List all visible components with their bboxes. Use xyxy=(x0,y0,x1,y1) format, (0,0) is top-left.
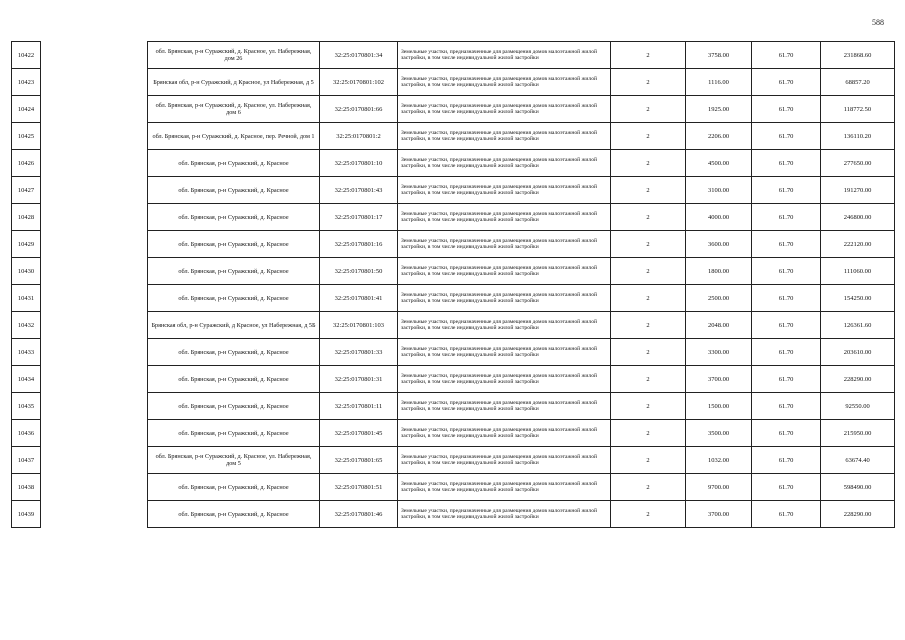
table-row xyxy=(12,96,895,123)
rate-cell: 61.70 xyxy=(752,366,821,393)
table-row xyxy=(12,150,895,177)
cadastral-value-cell: 118772.50 xyxy=(821,96,895,123)
empty-gap-cell xyxy=(41,123,148,150)
land-use-cell: Земельные участки, предназначенные для размещения домов малоэтажной жилой застройки, в том числе индивидуальной жилой застройки xyxy=(398,501,611,528)
address-cell: обл. Брянская, р-н Суражский, д. Красное xyxy=(148,150,320,177)
cadastral-number-cell: 32:25:0170801:33 xyxy=(320,339,398,366)
address-cell: обл. Брянская, р-н Суражский, д. Красное xyxy=(148,474,320,501)
rate-cell: 61.70 xyxy=(752,420,821,447)
address-cell: обл. Брянская, р-н Суражский, д. Красное xyxy=(148,420,320,447)
table-row xyxy=(12,258,895,285)
row-id-cell: 10435 xyxy=(12,393,41,420)
empty-gap-cell xyxy=(41,312,148,339)
cadastral-value-cell: 92550.00 xyxy=(821,393,895,420)
address-cell: обл. Брянская, р-н Суражский, д. Красное, ул. Набережная, дом 5 xyxy=(148,447,320,474)
area-cell: 3700.00 xyxy=(686,366,752,393)
cadastral-number-cell: 32:25:0170801:31 xyxy=(320,366,398,393)
empty-gap-cell xyxy=(41,204,148,231)
address-cell: Брянская обл, р-н Суражский, д Красное, ул Набережная, д 5 xyxy=(148,69,320,96)
area-cell: 2048.00 xyxy=(686,312,752,339)
category-cell: 2 xyxy=(611,285,686,312)
cadastral-value-cell: 228290.00 xyxy=(821,501,895,528)
land-use-cell: Земельные участки, предназначенные для размещения домов малоэтажной жилой застройки, в том числе индивидуальной жилой застройки xyxy=(398,96,611,123)
cadastral-number-cell: 32:25:0170801:65 xyxy=(320,447,398,474)
cadastral-number-cell: 32:25:0170801:11 xyxy=(320,393,398,420)
empty-gap-cell xyxy=(41,177,148,204)
rate-cell: 61.70 xyxy=(752,447,821,474)
empty-gap-cell xyxy=(41,285,148,312)
land-use-cell: Земельные участки, предназначенные для размещения домов малоэтажной жилой застройки, в том числе индивидуальной жилой застройки xyxy=(398,474,611,501)
cadastral-value-cell: 191270.00 xyxy=(821,177,895,204)
table-row xyxy=(12,312,895,339)
rate-cell: 61.70 xyxy=(752,69,821,96)
land-use-cell: Земельные участки, предназначенные для размещения домов малоэтажной жилой застройки, в том числе индивидуальной жилой застройки xyxy=(398,42,611,69)
empty-gap-cell xyxy=(41,393,148,420)
rate-cell: 61.70 xyxy=(752,96,821,123)
cadastral-number-cell: 32:25:0170801:51 xyxy=(320,474,398,501)
address-cell: обл. Брянская, р-н Суражский, д. Красное xyxy=(148,393,320,420)
empty-gap-cell xyxy=(41,96,148,123)
table-row xyxy=(12,123,895,150)
table-row xyxy=(12,285,895,312)
row-id-cell: 10424 xyxy=(12,96,41,123)
cadastral-value-cell: 63674.40 xyxy=(821,447,895,474)
rate-cell: 61.70 xyxy=(752,123,821,150)
category-cell: 2 xyxy=(611,231,686,258)
cadastral-value-cell: 246800.00 xyxy=(821,204,895,231)
cadastral-value-cell: 136110.20 xyxy=(821,123,895,150)
rate-cell: 61.70 xyxy=(752,312,821,339)
cadastral-number-cell: 32:25:0170801:102 xyxy=(320,69,398,96)
area-cell: 1500.00 xyxy=(686,393,752,420)
land-use-cell: Земельные участки, предназначенные для размещения домов малоэтажной жилой застройки, в том числе индивидуальной жилой застройки xyxy=(398,312,611,339)
empty-gap-cell xyxy=(41,447,148,474)
row-id-cell: 10422 xyxy=(12,42,41,69)
category-cell: 2 xyxy=(611,393,686,420)
empty-gap-cell xyxy=(41,366,148,393)
row-id-cell: 10439 xyxy=(12,501,41,528)
cadastral-value-cell: 222120.00 xyxy=(821,231,895,258)
area-cell: 4000.00 xyxy=(686,204,752,231)
table-row xyxy=(12,204,895,231)
empty-gap-cell xyxy=(41,420,148,447)
table-row xyxy=(12,231,895,258)
rate-cell: 61.70 xyxy=(752,393,821,420)
cadastral-value-cell: 154250.00 xyxy=(821,285,895,312)
area-cell: 1925.00 xyxy=(686,96,752,123)
row-id-cell: 10429 xyxy=(12,231,41,258)
area-cell: 3500.00 xyxy=(686,420,752,447)
cadastral-number-cell: 32:25:0170801:50 xyxy=(320,258,398,285)
cadastral-value-cell: 68857.20 xyxy=(821,69,895,96)
land-use-cell: Земельные участки, предназначенные для размещения домов малоэтажной жилой застройки, в том числе индивидуальной жилой застройки xyxy=(398,177,611,204)
area-cell: 3700.00 xyxy=(686,501,752,528)
empty-gap-cell xyxy=(41,474,148,501)
cadastral-value-cell: 203610.00 xyxy=(821,339,895,366)
address-cell: Брянская обл, р-н Суражский, д Красное, ул Набережная, д 5Б xyxy=(148,312,320,339)
cadastral-number-cell: 32:25:0170801:46 xyxy=(320,501,398,528)
empty-gap-cell xyxy=(41,501,148,528)
area-cell: 4500.00 xyxy=(686,150,752,177)
cadastral-value-cell: 231868.60 xyxy=(821,42,895,69)
category-cell: 2 xyxy=(611,366,686,393)
row-id-cell: 10438 xyxy=(12,474,41,501)
land-use-cell: Земельные участки, предназначенные для размещения домов малоэтажной жилой застройки, в том числе индивидуальной жилой застройки xyxy=(398,393,611,420)
cadastral-number-cell: 32:25:0170801:34 xyxy=(320,42,398,69)
cadastral-number-cell: 32:25:0170801:2 xyxy=(320,123,398,150)
category-cell: 2 xyxy=(611,447,686,474)
category-cell: 2 xyxy=(611,150,686,177)
table-row xyxy=(12,420,895,447)
empty-gap-cell xyxy=(41,150,148,177)
area-cell: 3100.00 xyxy=(686,177,752,204)
cadastral-value-table xyxy=(11,41,895,528)
cadastral-value-cell: 277650.00 xyxy=(821,150,895,177)
row-id-cell: 10434 xyxy=(12,366,41,393)
table-row xyxy=(12,339,895,366)
row-id-cell: 10432 xyxy=(12,312,41,339)
category-cell: 2 xyxy=(611,96,686,123)
row-id-cell: 10433 xyxy=(12,339,41,366)
category-cell: 2 xyxy=(611,177,686,204)
address-cell: обл. Брянская, р-н Суражский, д. Красное, пер. Речной, дом 1 xyxy=(148,123,320,150)
address-cell: обл. Брянская, р-н Суражский, д. Красное xyxy=(148,285,320,312)
cadastral-number-cell: 32:25:0170801:45 xyxy=(320,420,398,447)
empty-gap-cell xyxy=(41,42,148,69)
area-cell: 1800.00 xyxy=(686,258,752,285)
category-cell: 2 xyxy=(611,339,686,366)
address-cell: обл. Брянская, р-н Суражский, д. Красное xyxy=(148,501,320,528)
address-cell: обл. Брянская, р-н Суражский, д. Красное, ул. Набережная, дом 26 xyxy=(148,42,320,69)
land-use-cell: Земельные участки, предназначенные для размещения домов малоэтажной жилой застройки, в том числе индивидуальной жилой застройки xyxy=(398,69,611,96)
land-use-cell: Земельные участки, предназначенные для размещения домов малоэтажной жилой застройки, в том числе индивидуальной жилой застройки xyxy=(398,366,611,393)
table-row xyxy=(12,366,895,393)
table-row xyxy=(12,42,895,69)
address-cell: обл. Брянская, р-н Суражский, д. Красное xyxy=(148,231,320,258)
address-cell: обл. Брянская, р-н Суражский, д. Красное xyxy=(148,177,320,204)
category-cell: 2 xyxy=(611,258,686,285)
land-use-cell: Земельные участки, предназначенные для размещения домов малоэтажной жилой застройки, в том числе индивидуальной жилой застройки xyxy=(398,123,611,150)
cadastral-value-cell: 228290.00 xyxy=(821,366,895,393)
row-id-cell: 10437 xyxy=(12,447,41,474)
table-row xyxy=(12,447,895,474)
area-cell: 1032.00 xyxy=(686,447,752,474)
land-use-cell: Земельные участки, предназначенные для размещения домов малоэтажной жилой застройки, в том числе индивидуальной жилой застройки xyxy=(398,258,611,285)
rate-cell: 61.70 xyxy=(752,204,821,231)
land-use-cell: Земельные участки, предназначенные для размещения домов малоэтажной жилой застройки, в том числе индивидуальной жилой застройки xyxy=(398,285,611,312)
area-cell: 2500.00 xyxy=(686,285,752,312)
rate-cell: 61.70 xyxy=(752,339,821,366)
page-number: 588 xyxy=(872,18,884,27)
rate-cell: 61.70 xyxy=(752,501,821,528)
rate-cell: 61.70 xyxy=(752,231,821,258)
cadastral-number-cell: 32:25:0170801:17 xyxy=(320,204,398,231)
category-cell: 2 xyxy=(611,420,686,447)
category-cell: 2 xyxy=(611,501,686,528)
area-cell: 1116.00 xyxy=(686,69,752,96)
cadastral-value-cell: 126361.60 xyxy=(821,312,895,339)
row-id-cell: 10425 xyxy=(12,123,41,150)
address-cell: обл. Брянская, р-н Суражский, д. Красное xyxy=(148,204,320,231)
empty-gap-cell xyxy=(41,258,148,285)
empty-gap-cell xyxy=(41,69,148,96)
rate-cell: 61.70 xyxy=(752,258,821,285)
row-id-cell: 10427 xyxy=(12,177,41,204)
area-cell: 3300.00 xyxy=(686,339,752,366)
land-use-cell: Земельные участки, предназначенные для размещения домов малоэтажной жилой застройки, в том числе индивидуальной жилой застройки xyxy=(398,420,611,447)
row-id-cell: 10431 xyxy=(12,285,41,312)
cadastral-number-cell: 32:25:0170801:41 xyxy=(320,285,398,312)
table-row xyxy=(12,69,895,96)
table-row xyxy=(12,501,895,528)
category-cell: 2 xyxy=(611,312,686,339)
row-id-cell: 10423 xyxy=(12,69,41,96)
category-cell: 2 xyxy=(611,69,686,96)
land-use-cell: Земельные участки, предназначенные для размещения домов малоэтажной жилой застройки, в том числе индивидуальной жилой застройки xyxy=(398,204,611,231)
area-cell: 3600.00 xyxy=(686,231,752,258)
address-cell: обл. Брянская, р-н Суражский, д. Красное, ул. Набережная, дом 6 xyxy=(148,96,320,123)
land-use-cell: Земельные участки, предназначенные для размещения домов малоэтажной жилой застройки, в том числе индивидуальной жилой застройки xyxy=(398,150,611,177)
category-cell: 2 xyxy=(611,204,686,231)
cadastral-number-cell: 32:25:0170801:66 xyxy=(320,96,398,123)
cadastral-number-cell: 32:25:0170801:10 xyxy=(320,150,398,177)
land-use-cell: Земельные участки, предназначенные для размещения домов малоэтажной жилой застройки, в том числе индивидуальной жилой застройки xyxy=(398,447,611,474)
row-id-cell: 10426 xyxy=(12,150,41,177)
row-id-cell: 10430 xyxy=(12,258,41,285)
rate-cell: 61.70 xyxy=(752,285,821,312)
cadastral-number-cell: 32:25:0170801:43 xyxy=(320,177,398,204)
address-cell: обл. Брянская, р-н Суражский, д. Красное xyxy=(148,366,320,393)
rate-cell: 61.70 xyxy=(752,474,821,501)
land-use-cell: Земельные участки, предназначенные для размещения домов малоэтажной жилой застройки, в том числе индивидуальной жилой застройки xyxy=(398,231,611,258)
area-cell: 2206.00 xyxy=(686,123,752,150)
cadastral-number-cell: 32:25:0170801:103 xyxy=(320,312,398,339)
empty-gap-cell xyxy=(41,339,148,366)
category-cell: 2 xyxy=(611,474,686,501)
rate-cell: 61.70 xyxy=(752,150,821,177)
cadastral-value-cell: 598490.00 xyxy=(821,474,895,501)
category-cell: 2 xyxy=(611,123,686,150)
table-body xyxy=(12,42,895,528)
table-row xyxy=(12,393,895,420)
address-cell: обл. Брянская, р-н Суражский, д. Красное xyxy=(148,339,320,366)
row-id-cell: 10436 xyxy=(12,420,41,447)
table-row xyxy=(12,474,895,501)
area-cell: 9700.00 xyxy=(686,474,752,501)
rate-cell: 61.70 xyxy=(752,42,821,69)
table-row xyxy=(12,177,895,204)
category-cell: 2 xyxy=(611,42,686,69)
cadastral-value-cell: 215950.00 xyxy=(821,420,895,447)
address-cell: обл. Брянская, р-н Суражский, д. Красное xyxy=(148,258,320,285)
cadastral-value-cell: 111060.00 xyxy=(821,258,895,285)
area-cell: 3758.00 xyxy=(686,42,752,69)
row-id-cell: 10428 xyxy=(12,204,41,231)
rate-cell: 61.70 xyxy=(752,177,821,204)
land-use-cell: Земельные участки, предназначенные для размещения домов малоэтажной жилой застройки, в том числе индивидуальной жилой застройки xyxy=(398,339,611,366)
cadastral-number-cell: 32:25:0170801:16 xyxy=(320,231,398,258)
empty-gap-cell xyxy=(41,231,148,258)
